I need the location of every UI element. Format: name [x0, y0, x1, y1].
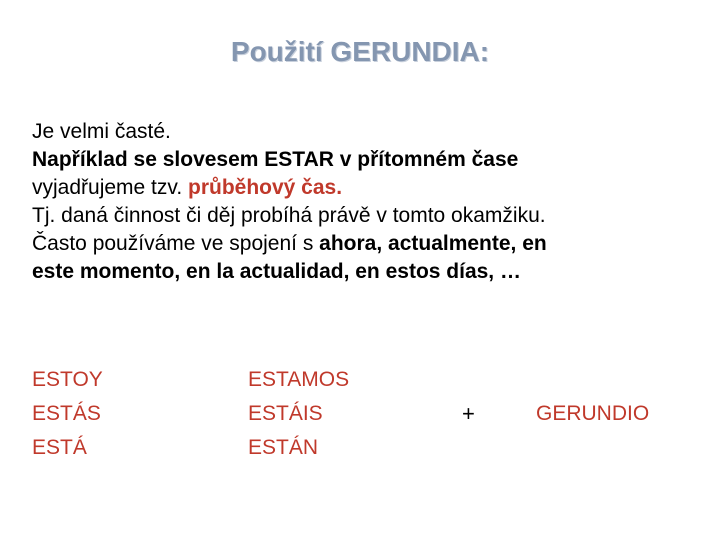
- singular-forms-column: [32, 363, 103, 465]
- form-esta: ESTÁ: [32, 436, 87, 459]
- body-line-5: [32, 230, 702, 258]
- form-estais: ESTÁIS: [248, 402, 323, 425]
- form-estas: ESTÁS: [32, 402, 101, 425]
- form-estoy: ESTOY: [32, 368, 103, 391]
- body-line-4: Tj. daná činnost či děj probíhá právě v tomto okamžiku.: [32, 204, 546, 227]
- form-estamos: ESTAMOS: [248, 368, 350, 391]
- body-line-3: [32, 174, 702, 202]
- slide-body: [32, 118, 702, 286]
- plus-sign: +: [462, 401, 475, 426]
- body-line-3-highlight: průběhový čas.: [188, 176, 343, 199]
- slide-title: Použití GERUNDIA:: [230, 36, 490, 67]
- gerundio-label: GERUNDIO: [536, 402, 650, 425]
- form-estan: ESTÁN: [248, 436, 319, 459]
- body-line-6: este momento, en la actualidad, en estos días, …: [32, 260, 521, 283]
- body-line-5-prefix: Často používáme ve spojení s: [32, 232, 320, 255]
- body-line-5-bold: ahora, actualmente, en: [319, 232, 547, 255]
- body-line-2: Například se slovesem ESTAR v přítomném čase: [32, 148, 519, 171]
- body-line-3-prefix: vyjadřujeme tzv.: [32, 176, 188, 199]
- plural-forms-column: [248, 363, 349, 465]
- body-line-1: Je velmi časté.: [32, 120, 171, 143]
